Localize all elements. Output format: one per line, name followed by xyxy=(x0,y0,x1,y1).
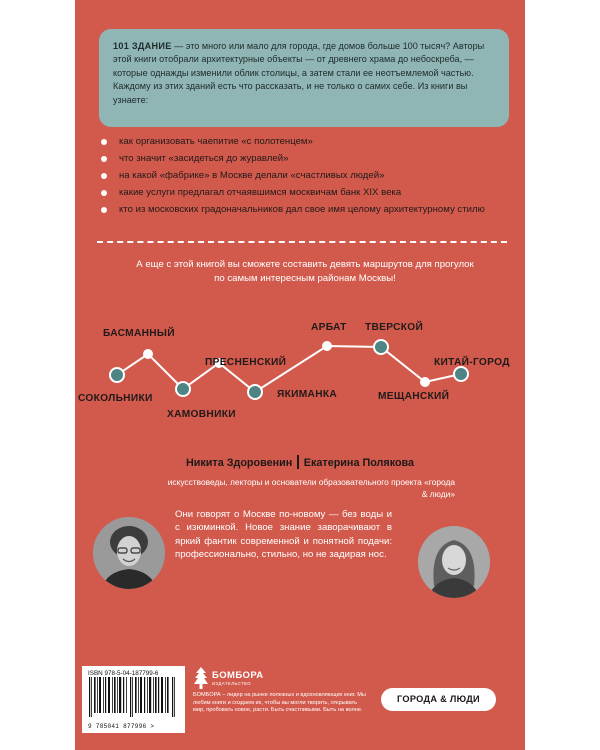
author-portrait-icon xyxy=(93,517,165,589)
publisher-description: БОМБОРА – лидер на рынке полезных и вдохновляющих книг. Мы любим книги и создаем их, чтобы вы могли творить, открывать мир, пробовать новое, расти. Быть счастливыми. Быть на волне. xyxy=(193,692,366,714)
route-node xyxy=(454,367,468,381)
station-label: ПРЕСНЕНСКИЙ xyxy=(205,357,287,368)
bombora-logo-icon xyxy=(193,667,209,689)
list-item xyxy=(97,135,507,149)
authors-about: Они говорят о Москве по-новому — без воды и с изюминкой. Новое знание заворачивают в яркий фантик современной и понятной подачи: профессионально, стильно, но не задирая нос. xyxy=(175,509,392,561)
barcode xyxy=(82,666,185,733)
station-label: ЯКИМАНКА xyxy=(277,389,338,400)
dashed-divider xyxy=(97,241,507,243)
list-item-text: какие услуги предлагал отчаявшимся москвичам банк XIX века xyxy=(119,186,402,198)
route-map xyxy=(75,310,525,440)
station-label: ТВЕРСКОЙ xyxy=(365,322,424,333)
author-portrait-icon xyxy=(418,526,490,598)
list-item-text: как организовать чаепитие «с полотенцем» xyxy=(119,136,313,147)
route-node xyxy=(374,340,388,354)
book-back-cover xyxy=(75,0,525,750)
route-node xyxy=(322,341,332,351)
barcode-icon xyxy=(88,677,179,717)
author-photo xyxy=(418,526,490,598)
bullet-icon xyxy=(101,139,107,145)
list-item-text: кто из московских градоначальников дал свое имя целому архитектурному стилю xyxy=(119,203,485,215)
facts-list xyxy=(97,135,507,219)
station-label: БАСМАННЫЙ xyxy=(103,328,175,339)
station-label: СОКОЛЬНИКИ xyxy=(78,393,153,404)
author-name: Екатерина Полякова xyxy=(303,457,415,469)
bullet-icon xyxy=(101,190,107,196)
author-separator xyxy=(297,455,299,469)
intro-text: — это много или мало для города, где домов больше 100 тысяч? Авторы этой книги отобрали архитектурные объекты — от древнего храма до небоскреба, — которые однажды изменили облик столицы, а затем стали ее неотъемлемой частью. Каждому из этих зданий есть что рассказать, и не только о самих себе. Из книги вы узнаете: xyxy=(113,41,485,105)
series-badge: ГОРОДА & ЛЮДИ xyxy=(381,688,496,711)
authors-description: искусствоведы, лекторы и основатели образовательного проекта «города & люди» xyxy=(167,477,455,499)
list-item-text: что значит «засидеться до журавлей» xyxy=(119,152,289,164)
routes-intro: А еще с этой книгой вы сможете составить девять маршрутов для прогулок по самым интересным районам Москвы! xyxy=(136,259,474,284)
author-name: Никита Здоровенин xyxy=(185,457,293,469)
route-node xyxy=(176,382,190,396)
authors-line xyxy=(75,455,525,469)
isbn-text: ISBN 978-5-04-187799-6 xyxy=(88,670,159,677)
intro-lead: 101 ЗДАНИЕ xyxy=(113,41,172,51)
station-label: АРБАТ xyxy=(311,322,347,333)
route-node xyxy=(420,377,430,387)
bullet-icon xyxy=(101,207,107,213)
station-label: МЕЩАНСКИЙ xyxy=(378,391,450,402)
list-item xyxy=(97,203,507,217)
list-item xyxy=(97,169,507,183)
bullet-icon xyxy=(101,156,107,162)
route-node xyxy=(248,385,262,399)
barcode-digits: 9 785041 877996 > xyxy=(88,723,155,730)
list-item-text: на какой «фабрике» в Москве делали «счастливых людей» xyxy=(119,169,385,181)
list-item xyxy=(97,186,507,200)
list-item xyxy=(97,152,507,166)
route-line xyxy=(117,346,461,392)
bullet-icon xyxy=(101,173,107,179)
publisher-name: БОМБОРА xyxy=(212,670,264,681)
intro-box xyxy=(99,29,509,127)
route-node xyxy=(143,349,153,359)
author-photo xyxy=(93,517,165,589)
route-node xyxy=(110,368,124,382)
station-label: КИТАЙ-ГОРОД xyxy=(434,357,510,368)
station-label: ХАМОВНИКИ xyxy=(167,409,236,420)
publisher-subtitle: ИЗДАТЕЛЬСТВО xyxy=(212,681,251,686)
